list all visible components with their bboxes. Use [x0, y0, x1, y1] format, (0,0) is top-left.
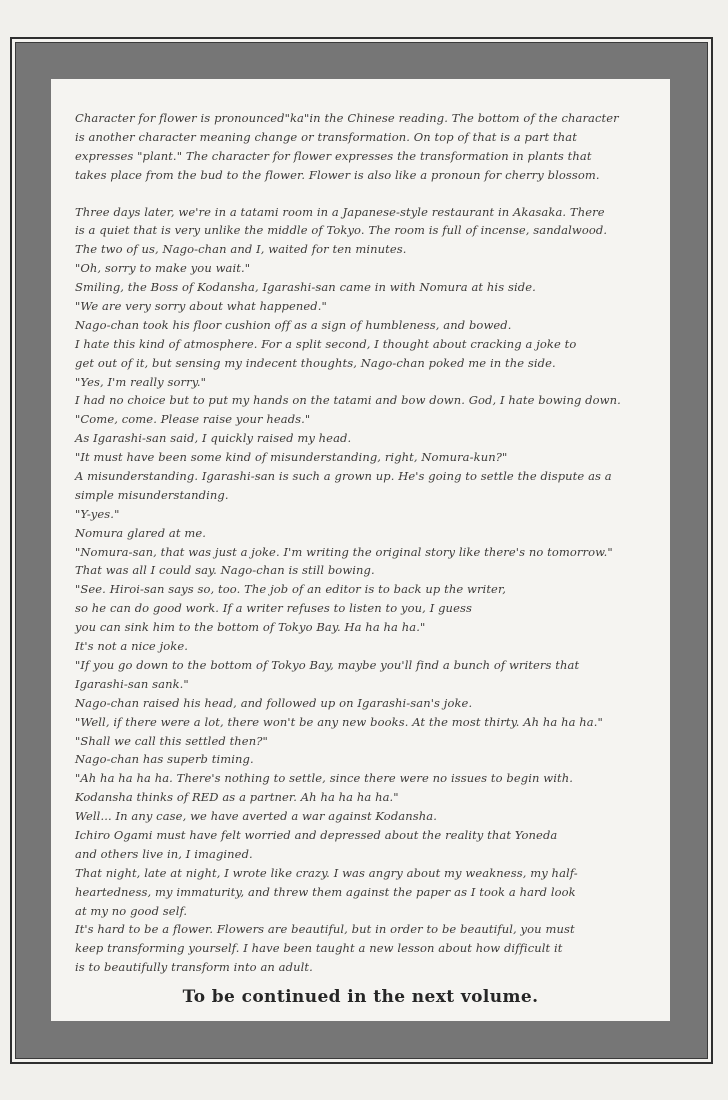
text-line: heartedness, my immaturity, and threw them against the paper as I took a hard look: [75, 884, 576, 899]
text-line: It's hard to be a flower. Flowers are beautiful, but in order to be beautiful, you must: [75, 922, 575, 937]
text-line: "It must have been some kind of misunderstanding, right, Nomura-kun?": [75, 450, 508, 465]
text-line: "Shall we call this settled then?": [75, 733, 268, 748]
text-line: That was all I could say. Nago-chan is still bowing.: [75, 563, 375, 578]
text-line: Well... In any case, we have averted a war against Kodansha.: [75, 809, 437, 824]
text-line: so he can do good work. If a writer refuses to listen to you, I guess: [75, 601, 472, 616]
continued-footer: To be continued in the next volume.: [182, 987, 539, 1007]
text-line: "If you go down to the bottom of Tokyo Bay, maybe you'll find a bunch of writers that: [75, 657, 580, 672]
text-line: I had no choice but to put my hands on the tatami and bow down. God, I hate bowing down.: [75, 393, 621, 408]
text-line: is a quiet that is very unlike the middle of Tokyo. The room is full of incense, sandalwood.: [75, 223, 608, 238]
text-line: "We are very sorry about what happened.": [75, 299, 327, 314]
text-line: Igarashi-san sank.": [75, 676, 189, 691]
text-line: It's not a nice joke.: [75, 639, 189, 654]
text-line: expresses "plant." The character for flower expresses the transformation in plants that: [75, 148, 592, 163]
text-line: "Well, if there were a lot, there won't be any new books. At the most thirty. Ah ha ha ha.": [75, 714, 603, 729]
text-line: Ichiro Ogami must have felt worried and depressed about the reality that Yoneda: [75, 827, 558, 842]
text-page: [51, 79, 670, 1021]
text-line: at my no good self.: [75, 903, 188, 918]
text-line: That night, late at night, I wrote like crazy. I was angry about my weakness, my half-: [75, 865, 578, 880]
paragraph-2: [75, 203, 667, 978]
paragraph-1: [75, 109, 667, 185]
text-line: Nomura glared at me.: [75, 525, 207, 540]
text-line: simple misunderstanding.: [75, 487, 229, 502]
text-line: and others live in, I imagined.: [75, 846, 253, 861]
paragraph-spacer: [75, 185, 667, 203]
text-line: Character for flower is pronounced"ka"in the Chinese reading. The bottom of the character: [75, 111, 619, 125]
text-line: Smiling, the Boss of Kodansha, Igarashi-san came in with Nomura at his side.: [75, 280, 536, 295]
text-line: "Come, come. Please raise your heads.": [75, 412, 311, 427]
text-line: "Oh, sorry to make you wait.": [75, 261, 251, 276]
text-line: Nago-chan took his floor cushion off as a sign of humbleness, and bowed.: [75, 317, 512, 332]
text-line: "Ah ha ha ha ha. There's nothing to settle, since there were no issues to begin with.: [75, 771, 573, 786]
text-line: Three days later, we're in a tatami room in a Japanese-style restaurant in Akasaka. There: [75, 204, 605, 219]
text-line: Nago-chan has superb timing.: [75, 752, 254, 767]
text-line: you can sink him to the bottom of Tokyo Bay. Ha ha ha ha.": [75, 620, 426, 635]
text-line: The two of us, Nago-chan and I, waited for ten minutes.: [75, 242, 407, 257]
text-line: get out of it, but sensing my indecent thoughts, Nago-chan poked me in the side.: [75, 355, 556, 370]
text-line: keep transforming yourself. I have been taught a new lesson about how difficult it: [75, 941, 563, 956]
text-line: As Igarashi-san said, I quickly raised my head.: [75, 431, 352, 446]
text-line: I hate this kind of atmosphere. For a split second, I thought about cracking a joke to: [75, 336, 577, 351]
text-line: "Nomura-san, that was just a joke. I'm writing the original story like there's no tomorrow.": [75, 544, 613, 559]
text-line: is to beautifully transform into an adult.: [75, 960, 313, 975]
text-line: Kodansha thinks of RED as a partner. Ah ha ha ha ha.": [75, 790, 399, 805]
text-line: is another character meaning change or transformation. On top of that is a part that: [75, 129, 577, 144]
text-line: "Yes, I'm really sorry.": [75, 374, 206, 389]
body-text: [75, 109, 667, 977]
text-line: "See. Hiroi-san says so, too. The job of an editor is to back up the writer,: [75, 582, 507, 597]
text-line: Nago-chan raised his head, and followed up on Igarashi-san's joke.: [75, 695, 473, 710]
text-line: "Y-yes.": [75, 506, 120, 521]
text-line: A misunderstanding. Igarashi-san is such a grown up. He's going to settle the dispute as a: [75, 469, 612, 484]
text-line: takes place from the bud to the flower. Flower is also like a pronoun for cherry blossom.: [75, 167, 600, 182]
